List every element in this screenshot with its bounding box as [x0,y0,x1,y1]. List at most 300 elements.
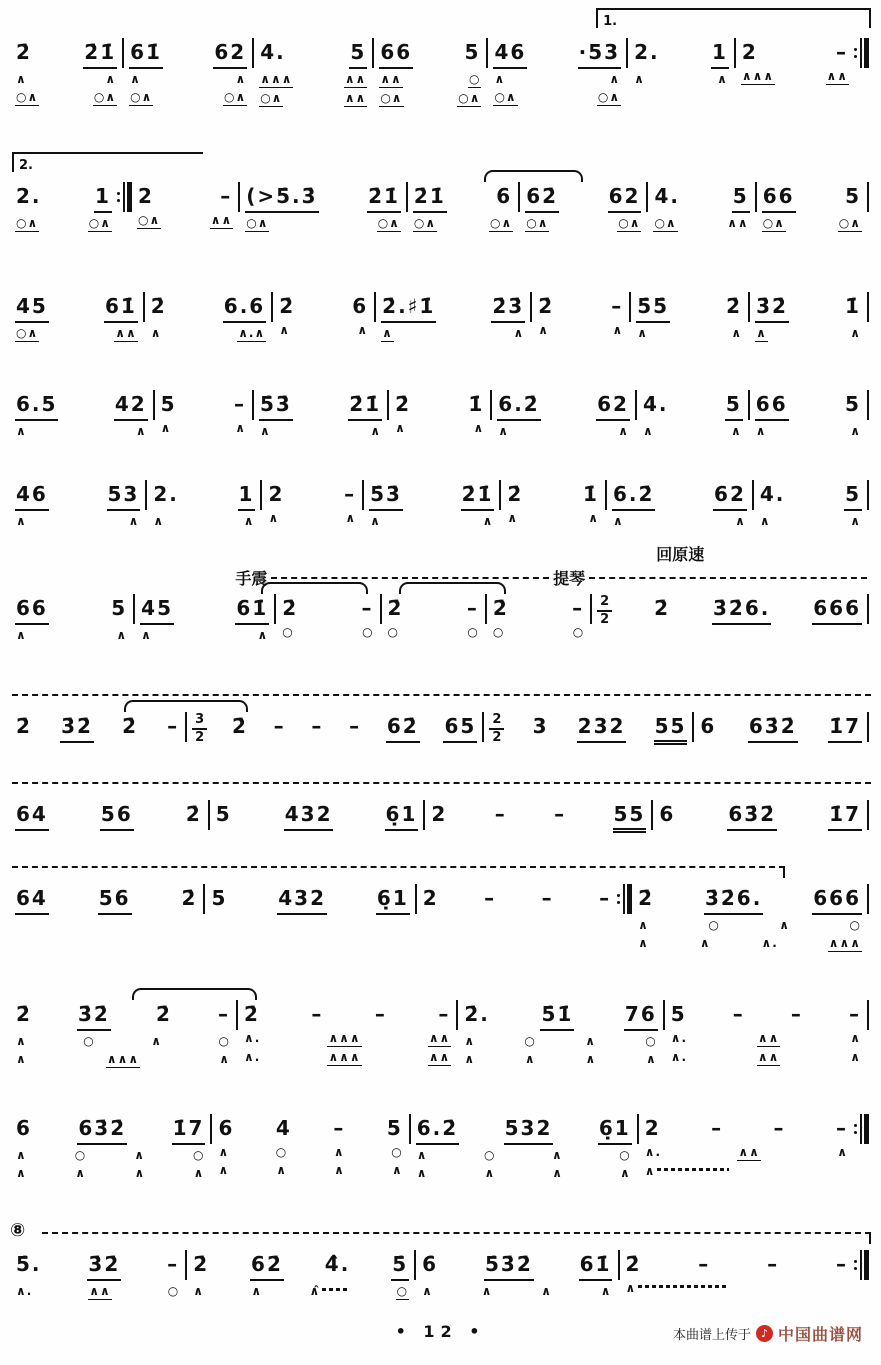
dashed-line [271,577,549,579]
measure-row [12,1250,871,1300]
note-group: 2̇ [387,596,404,620]
note-group: 532 [504,1114,554,1145]
note-group: 61̇ [104,292,138,323]
articulation-mark: ∧ [634,72,645,86]
barline [145,480,147,510]
articulation-mark: ∧ [130,72,141,86]
ornament-row [267,511,357,526]
note-group: 4. [654,184,680,208]
notes-line [387,594,480,622]
note-group: 62 [213,38,247,69]
note-group: 63̇2̇ [77,1114,127,1145]
ornament-row [463,1034,657,1049]
note-group: 2̇ [16,40,32,64]
score-system-4 [12,390,871,439]
articulation-mark: ○∧ [16,216,39,230]
note-group: 2̇ [538,294,555,318]
articulation-mark: ○∧ [413,216,437,230]
note-group: 432 [284,800,334,831]
notes-line [243,1000,451,1028]
notes-line [755,390,862,421]
note-group: 2 [422,886,439,910]
measure [759,182,865,232]
time-signature-digit: 2 [492,729,502,745]
ornament-row [493,90,621,106]
ornament-row [150,326,266,342]
volta-label: 2. [19,158,33,173]
note-group: 5̇3̇ [259,390,293,421]
note-group: 2̇ [638,886,655,910]
ornament-row [137,213,233,229]
measure-row [12,594,871,644]
repeat-dots [854,1260,857,1270]
articulation-mark: ∧ [116,628,128,642]
note-group: 666 [812,594,862,625]
articulation-mark: ○∧ [137,213,161,227]
note-group: – [344,482,357,506]
note-group: 66 [762,182,796,213]
notes-line [379,38,481,69]
note-group: 6.5 [15,390,58,421]
note-group: 62 [713,480,747,511]
repeat-end-barline [617,884,632,914]
notes-line [421,1250,612,1281]
measure [12,1114,208,1181]
articulation-mark: ○ [83,1034,95,1048]
note-group: 2̇3̇ [491,292,525,323]
note-group: 5 [670,1002,687,1026]
barline [748,292,750,322]
note-group: 6.6 [223,292,266,323]
time-signature-digit: 2 [600,611,610,627]
note-group: 61̇ [129,38,163,69]
notes-line [192,712,477,744]
note-group: – [773,1116,786,1140]
measure [630,38,732,105]
articulation-mark: ∧ [219,1052,230,1066]
note-group: 65 [443,712,477,743]
wavy-line [657,1168,729,1171]
measure [489,594,588,640]
measure [534,292,627,338]
articulation-mark: ∧ [391,1163,403,1177]
articulation-mark: ○ [391,1145,403,1159]
articulation-mark: ∧ [16,424,27,438]
note-group: – [790,1002,803,1026]
articulation-mark: ○∧ [260,91,283,105]
articulation-mark: ○∧ [130,90,153,104]
note-group: – [167,1252,180,1276]
ornament-row [379,72,481,88]
measure [275,292,372,338]
barline [372,38,374,68]
barline [482,712,484,742]
articulation-mark: ∧ [464,1052,476,1066]
measure [503,480,603,526]
articulation-mark: ∧ [717,72,728,86]
note-group: – [835,1116,848,1140]
articulation-mark: ∧ [588,511,599,525]
note-group: 2̇ [492,596,509,620]
note-group: 5 [845,392,861,416]
notes-line [670,1000,862,1028]
ornament-row [15,90,117,106]
notes-line [137,182,233,210]
measure [622,1250,853,1296]
notes-line [497,390,630,421]
score-system-3 [12,292,871,342]
note-group: 42 [114,390,148,421]
articulation-mark: ○∧ [93,90,117,104]
articulation-mark: ∧ [382,326,393,340]
note-group: 5̇3̇ [369,480,403,511]
slur-arc [132,988,256,1000]
note-group: 2̇. [464,1002,490,1026]
note-group: 1 [238,480,256,511]
note-group: 5 [160,392,177,416]
slur-arc [484,170,582,182]
measure-row [12,38,871,107]
notes-line [259,38,367,69]
score-system-11 [12,1114,871,1181]
score-system-9 [12,884,871,952]
measure [256,38,370,107]
note-group: 2 [741,40,758,64]
note-group: 66 [379,38,413,69]
note-group: 61̇ [235,594,269,625]
measure-row [12,292,871,342]
notes-line [625,1250,850,1278]
volta-bracket [12,152,203,172]
notes-line [140,594,269,625]
note-group: ·53 [578,38,621,69]
note-group: 5̇5̇ [636,292,670,323]
articulation-mark: ∧∧∧ [328,1050,361,1064]
notes-line [369,480,494,511]
note-group: 63̇2̇ [727,800,777,831]
note-group: – [374,1002,387,1026]
note-group: – [541,886,554,910]
articulation-mark: ∧ [473,421,485,435]
articulation-mark: ∧ [644,1164,731,1179]
articulation-mark: ∧∧∧ [828,936,861,950]
articulation-mark: ∧. [243,1031,261,1045]
measure [418,1250,615,1299]
ornament-row [259,72,367,88]
barline [618,1250,620,1280]
measure [366,480,497,529]
note-group: 5 [215,802,232,826]
articulation-mark: ∧ [585,1052,597,1066]
barline [755,182,757,212]
articulation-mark: ∧ [585,1034,596,1048]
articulation-mark: ∧ [128,514,140,528]
ornament-row [670,1031,862,1047]
notes-line [129,38,247,69]
note-group: 5 [725,390,743,421]
note-group: 5̇3̇2̇ [484,1250,534,1281]
note-group: 66 [755,390,789,421]
note-group: 6 [659,802,676,826]
articulation-mark: ∧ [731,424,742,438]
note-group: 62̇ [250,1250,284,1281]
note-group: – [220,184,233,208]
note-group: – [349,714,362,738]
ornament-row [217,1163,403,1178]
note-group: 5 [845,184,861,208]
articulation-mark: ○∧ [490,216,513,230]
articulation-mark: ∧ [464,1034,476,1048]
notes-line [15,182,112,213]
articulation-mark: ∧∧ [210,213,233,227]
articulation-mark: ○ [192,1148,205,1162]
slur-arc [261,582,368,594]
barline [867,712,869,742]
ornament-row [281,625,374,640]
note-group: 4. [642,392,669,416]
barline [423,800,425,830]
notes-line [15,390,148,421]
note-group: 61̇ [579,1250,613,1281]
measure-row [12,712,871,745]
violin-label: 提琴 [553,569,586,588]
measure [12,1000,234,1068]
measure [641,1114,852,1179]
measure [12,712,183,743]
ornament-row [497,424,630,439]
note-group: 1 [711,38,729,69]
measure [12,390,151,439]
measure [207,884,412,915]
barline [867,480,869,510]
violin-dashed-continuation-line [42,1232,871,1234]
barline [748,390,750,420]
note-group: – [466,596,479,620]
measure [378,292,528,342]
note-group: 6̇ [422,1252,439,1276]
dashed-line-end-hook [869,1232,871,1244]
notes-line [15,292,138,323]
articulation-mark: ∧ [850,1031,861,1045]
note-group: – [698,1252,711,1276]
ornament-row [192,1284,409,1300]
articulation-mark: ○∧ [458,91,481,105]
note-group: – [494,802,507,826]
note-group: 2 [268,482,285,506]
ornament-row [612,514,747,529]
ornament-row [741,69,849,85]
ornament-row [463,1052,657,1067]
note-group: 2̇1̇ [413,182,447,213]
note-group: – [217,1002,230,1026]
articulation-mark: ∧ [759,514,771,528]
note-group: 2̇ [395,392,411,416]
barline [409,1114,411,1144]
measure [256,390,385,439]
note-group: 6̣1 [598,1114,632,1145]
note-group: 6 [16,1116,32,1140]
measure [12,1250,183,1300]
note-group: 62̇ [386,712,420,743]
articulation-mark: ∧. [644,1145,662,1159]
note-group: 62 [608,182,642,213]
notes-line [413,182,513,213]
articulation-mark: ∧ [370,514,381,528]
articulation-mark: ∧ [850,424,861,438]
articulation-mark: ∧ [257,628,269,642]
barline [530,292,532,322]
barline [143,292,145,322]
articulation-mark: ○∧ [88,216,111,230]
barline [406,182,408,212]
articulation-mark: ∧ [482,514,494,528]
measure [264,480,360,526]
note-group: 1̇ [583,482,599,506]
ornament-row [755,424,862,439]
notes-line [192,1250,409,1281]
note-group: 6 [218,1116,235,1140]
articulation-mark: ∧ [218,1163,230,1177]
note-group: 3̇2̇ [60,712,94,743]
measure [419,884,615,912]
ornament-row [387,625,480,640]
ornament-row [394,421,485,436]
barline [867,292,869,322]
articulation-mark: ∧ [251,1284,263,1298]
notes-line [493,38,621,69]
note-group: – [311,1002,324,1026]
measure-row [12,390,871,439]
measure [752,292,865,342]
measure [212,800,422,831]
measure [752,390,865,439]
repeat-dots [617,894,620,904]
ornament-row [759,514,862,529]
articulation-mark: ∧ [153,514,165,528]
note-group: 6 [496,184,513,208]
note-group: 1̇ [845,294,861,318]
articulation-mark: ∧ [422,1284,433,1298]
articulation-mark: ∧ [638,936,649,950]
articulation-mark: ∧ [357,323,369,337]
ornament-row [369,514,494,529]
ornament-row [637,936,862,952]
articulation-mark: ∧ [498,424,510,438]
note-group: 2 [137,184,154,208]
note-group: – [711,1116,724,1140]
barline [236,1000,238,1030]
measure [639,390,746,439]
notes-line [281,594,374,622]
notes-line [422,884,612,912]
note-group: 2 [644,1116,661,1140]
measure [667,1000,865,1066]
ornament-row [160,421,247,436]
notes-line [489,712,687,745]
time-signature-digit: 2 [489,713,504,730]
barline [362,480,364,510]
ornament-row [15,216,112,232]
barline [486,38,488,68]
note-group: – [848,1002,861,1026]
note-group: 2̇ [16,714,32,738]
barline [867,390,869,420]
barline [734,38,736,68]
note-group: 232 [577,712,627,743]
barline [271,292,273,322]
score-system-7 [12,712,871,745]
barline [605,480,607,510]
articulation-mark: ∧ [552,1166,563,1180]
ornament-row [15,1166,205,1181]
note-group: 2̇ [185,802,202,826]
note-group: 64 [15,884,49,915]
articulation-mark: ∧ [243,514,255,528]
ornament-row [644,1164,849,1179]
notes-line [259,390,382,421]
barline [415,884,417,914]
note-group: 46 [15,480,49,511]
articulation-mark: ∧ [850,326,861,340]
barline [203,884,205,914]
articulation-mark: ∧ [333,1145,345,1159]
measure [149,480,258,529]
articulation-mark: ○ [396,1284,409,1298]
barline [380,594,382,624]
ornament-row [525,216,641,232]
barline [646,182,648,212]
note-group: 5 [111,596,128,620]
note-group: 2̇ [282,596,299,620]
articulation-mark: ○ [218,1034,230,1048]
barline [252,390,254,420]
barline [260,480,262,510]
note-group: 2̇ [507,482,524,506]
note-group: 6 [700,714,717,738]
barline [252,38,254,68]
articulation-mark: ∧ [16,1034,27,1048]
note-group: 2 [431,802,448,826]
barline [867,1000,869,1030]
note-group: – [599,886,612,910]
articulation-mark: ○ [275,1145,288,1159]
note-group: 1 [94,182,112,213]
articulation-mark: ○ [645,1034,657,1048]
ornament-row [416,1166,632,1181]
barline [414,1250,416,1280]
articulation-mark: ∧ [416,1166,428,1180]
articulation-mark: ∧ [345,511,357,525]
note-group: 64 [15,800,49,831]
articulation-mark: ∧∧∧ [260,72,293,86]
repeat-end-barline [854,1114,869,1144]
barline [752,480,754,510]
measure [12,480,143,529]
note-group: – [767,1252,780,1276]
articulation-mark: ∧ [609,72,621,86]
articulation-mark: ∧ [646,1052,657,1066]
wavy-line [322,1288,349,1291]
note-group: – [311,714,324,738]
watermark-site-name: 中国曲谱网 [777,1325,863,1344]
barline [692,712,694,742]
note-group: 2̇ [193,1252,210,1276]
articulation-mark: ∧∧∧ [741,69,775,83]
barline [518,182,520,212]
dashed-line [589,577,867,579]
articulation-mark: ∧. [670,1031,688,1045]
note-group: 62̇ [525,182,559,213]
